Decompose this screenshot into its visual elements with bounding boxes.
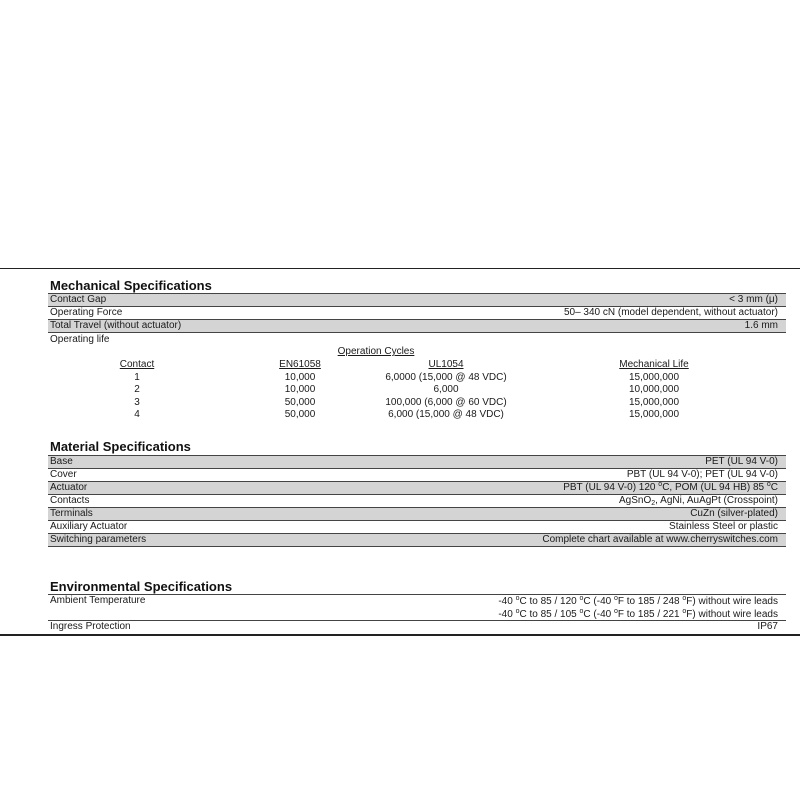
life-cell: 10,000	[284, 371, 316, 383]
spec-row-cover	[48, 468, 786, 481]
spec-value: IP67	[757, 621, 778, 632]
operating-life-table	[48, 334, 786, 424]
life-cell: 100,000 (6,000 @ 60 VDC)	[385, 396, 507, 408]
environmental-title: Environmental Specifications	[50, 579, 233, 594]
life-cell: 50,000	[284, 409, 316, 420]
life-cell: 15,000,000	[628, 396, 680, 408]
spec-row-total-travel	[48, 319, 786, 333]
spec-row-operating-force	[48, 306, 786, 319]
operating-life-label: Operating life	[50, 334, 110, 345]
spec-label: Ingress Protection	[50, 621, 131, 632]
operation-cycles-header: Operation Cycles	[337, 346, 415, 357]
spec-value: CuZn (silver-plated)	[690, 508, 778, 519]
mechanical-title: Mechanical Specifications	[50, 278, 212, 293]
spec-label: Contacts	[50, 495, 90, 506]
spec-row-ingress-protection	[48, 620, 786, 633]
spec-label: Base	[50, 456, 73, 467]
spec-label: Switching parameters	[50, 534, 147, 545]
spec-value: Stainless Steel or plastic	[669, 521, 778, 532]
life-cell: 10,000,000	[628, 384, 680, 395]
column-header-en61058: EN61058	[279, 359, 321, 370]
spec-row-contacts	[48, 494, 786, 507]
top-rule	[0, 268, 800, 269]
spec-label: Auxiliary Actuator	[50, 521, 128, 532]
spec-label: Terminals	[50, 508, 93, 519]
life-cell: 6,000	[433, 384, 459, 395]
material-table	[48, 455, 786, 547]
spec-row-contact-gap	[48, 293, 786, 306]
life-cell: 6,0000 (15,000 @ 48 VDC)	[385, 371, 507, 383]
life-cell: 2	[134, 384, 140, 395]
column-header-ul1054: UL1054	[428, 359, 464, 370]
spec-row-auxiliary-actuator	[48, 520, 786, 533]
life-cell: 3	[134, 396, 140, 408]
spec-value: PBT (UL 94 V-0); PET (UL 94 V-0)	[626, 469, 778, 480]
bottom-rule	[0, 634, 800, 636]
mechanical-table	[48, 293, 786, 333]
spec-value: < 3 mm (μ)	[729, 294, 778, 305]
spec-row-ambient-temperature	[48, 594, 786, 620]
spec-value: 50– 340 cN (model dependent, without actuator)	[563, 307, 778, 318]
spec-label: Contact Gap	[50, 294, 107, 305]
spec-label: Cover	[50, 469, 77, 480]
spec-row-terminals	[48, 507, 786, 520]
spec-value: PBT (UL 94 V-0) 120 $^o$C, POM (UL 94 HB) 85 $^o$C	[563, 481, 778, 493]
life-cell: 15,000,000	[628, 371, 680, 383]
spec-value: Complete chart available at www.cherryswitches.com	[542, 534, 778, 545]
material-title: Material Specifications	[50, 439, 191, 454]
life-cell: 1	[134, 371, 140, 383]
spec-label: Total Travel (without actuator)	[50, 320, 182, 331]
spec-value: AgSnO$_2$, AgNi, AuAgPt (Crosspoint)	[619, 495, 778, 507]
spec-value: -40 $^o$C to 85 / 120 $^o$C (-40 $^o$F to 185 / 248 $^o$F) without wire leads -40 $^o$C to 85 / 105 $^o$C (-40 $^o$F to 185 / 221 $^o$F) without wire leads	[498, 595, 778, 620]
life-cell: 4	[134, 409, 140, 420]
life-cell: 15,000,000	[628, 409, 680, 420]
column-header-mechanical-life: Mechanical Life	[619, 359, 689, 370]
spec-value: 1.6 mm	[744, 320, 778, 331]
spec-label: Operating Force	[50, 307, 123, 318]
spec-value: PET (UL 94 V-0)	[705, 456, 778, 467]
spec-row-switching-parameters	[48, 533, 786, 547]
spec-label: Actuator	[50, 482, 88, 493]
spec-row-base	[48, 455, 786, 468]
spec-label: Ambient Temperature	[50, 595, 146, 606]
life-cell: 10,000	[284, 384, 316, 395]
life-cell: 6,000 (15,000 @ 48 VDC)	[388, 409, 504, 420]
spec-row-actuator	[48, 481, 786, 494]
environmental-table	[48, 594, 786, 633]
column-header-contact: Contact	[119, 359, 155, 370]
life-cell: 50,000	[284, 396, 316, 408]
